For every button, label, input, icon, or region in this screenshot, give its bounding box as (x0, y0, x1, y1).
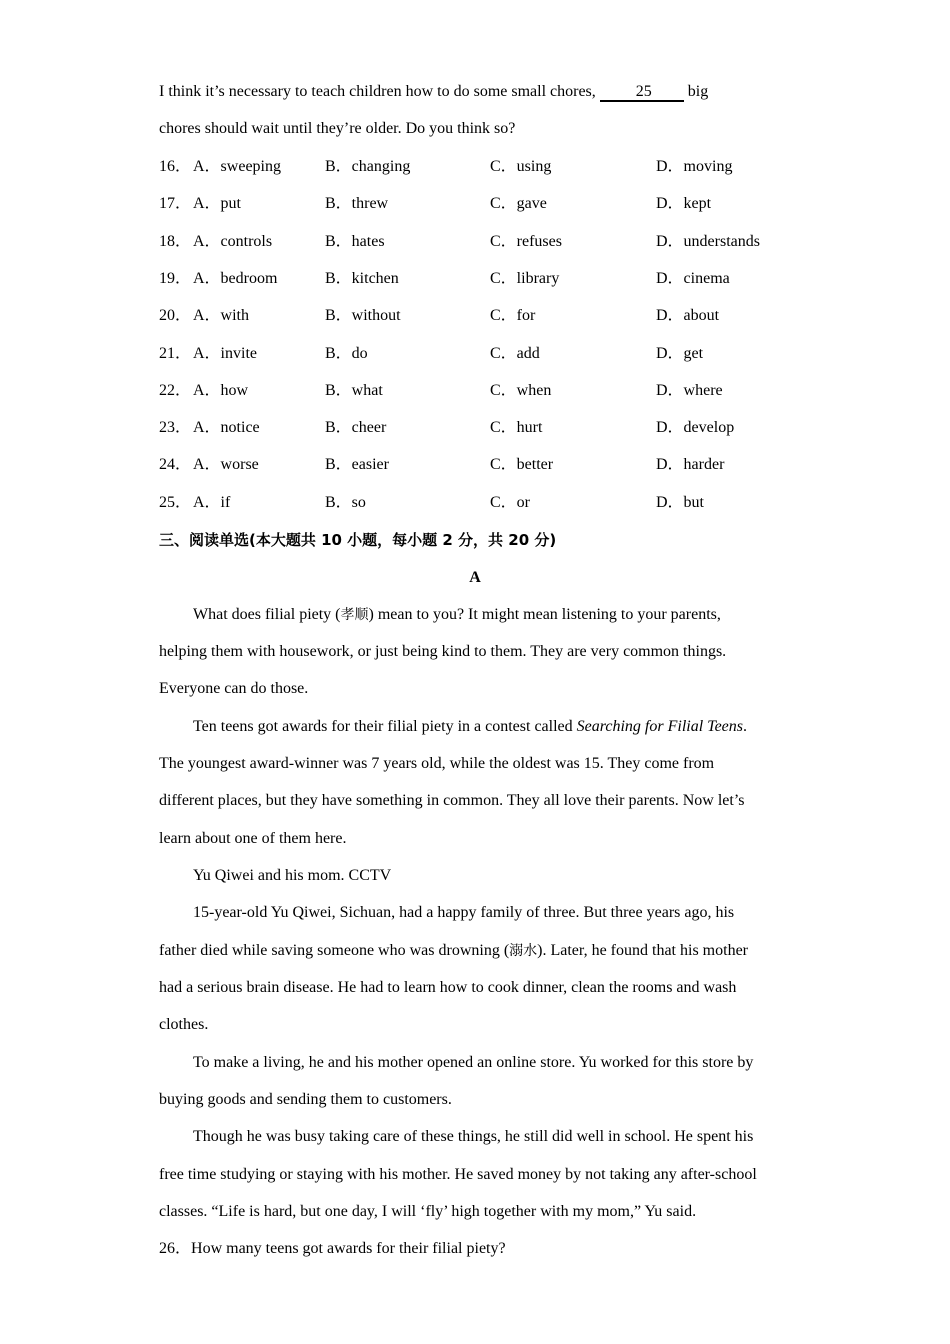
text: Ten teens got awards for their filial piety in a contest called (193, 718, 577, 735)
option-b: B．so (325, 494, 366, 511)
option-row (159, 157, 799, 177)
intro-text-after: big (683, 83, 709, 100)
passage-p3-line1: 15-year-old Yu Qiwei, Sichuan, had a happy family of three. But three years ago, his (193, 904, 735, 921)
option-a: A．controls (193, 233, 273, 250)
question-number: 24． (159, 456, 192, 473)
option-a: A．if (193, 494, 231, 511)
option-a: A．worse (193, 456, 259, 473)
passage-p2-line3: different places, but they have something in common. They all love their parents. Now let’s (159, 792, 745, 809)
option-row (159, 194, 799, 214)
option-d: D．harder (656, 456, 725, 473)
question-number: 20． (159, 307, 192, 324)
option-b: B．easier (325, 456, 389, 473)
option-b: B．kitchen (325, 270, 399, 287)
option-d: D．cinema (656, 270, 730, 287)
option-c: C．or (490, 494, 531, 511)
question-number: 17． (159, 195, 192, 212)
option-d: D．kept (656, 195, 712, 212)
option-row (159, 269, 799, 289)
passage-p2-line1 (193, 717, 747, 737)
option-b: B．what (325, 382, 383, 399)
option-a: A．with (193, 307, 250, 324)
option-b: B．without (325, 307, 401, 324)
chinese-gloss: 溺水 (509, 943, 538, 959)
option-b: B．changing (325, 158, 411, 175)
option-c: C．refuses (490, 233, 562, 250)
option-row (159, 418, 799, 438)
photo-caption: Yu Qiwei and his mom. CCTV (193, 867, 392, 884)
text: ) mean to you? It might mean listening to your parents, (368, 606, 721, 623)
answer-blank-25 (600, 82, 684, 102)
option-c: C．add (490, 345, 540, 362)
option-c: C．hurt (490, 419, 543, 436)
option-c: C．better (490, 456, 554, 473)
passage-p3-line3: had a serious brain disease. He had to learn how to cook dinner, clean the rooms and wash (159, 979, 737, 996)
question-number: 22． (159, 382, 192, 399)
option-d: D．understands (656, 233, 760, 250)
passage-label: A (469, 569, 481, 586)
passage-p2-line2: The youngest award-winner was 7 years old, while the oldest was 15. They come from (159, 755, 715, 772)
passage-p5-line1: Though he was busy taking care of these things, he still did well in school. He spent his (193, 1128, 754, 1145)
option-a: A．sweeping (193, 158, 281, 175)
option-b: B．hates (325, 233, 385, 250)
option-row (159, 344, 799, 364)
question-number: 26． (159, 1240, 192, 1257)
intro-line-1 (159, 82, 708, 102)
question-number: 18． (159, 233, 192, 250)
passage-p5-line3: classes. “Life is hard, but one day, I will ‘fly’ high together with my mom,” Yu said. (159, 1203, 697, 1220)
passage-p1-line1 (193, 605, 721, 625)
question-number: 23． (159, 419, 192, 436)
option-d: D．about (656, 307, 720, 324)
question-text: How many teens got awards for their filial piety? (191, 1240, 506, 1257)
option-row (159, 306, 799, 326)
option-a: A．put (193, 195, 242, 212)
option-d: D．but (656, 494, 705, 511)
option-row (159, 493, 799, 513)
option-a: A．invite (193, 345, 257, 362)
contest-name: Searching for Filial Teens (576, 718, 744, 735)
section-title: 三、阅读单选(本大题共 10 小题，每小题 2 分，共 20 分) (159, 531, 557, 549)
option-row (159, 381, 799, 401)
option-a: A．bedroom (193, 270, 278, 287)
option-d: D．moving (656, 158, 733, 175)
passage-p3-line4: clothes. (159, 1016, 209, 1033)
question-26 (159, 1239, 506, 1259)
passage-p4-line2: buying goods and sending them to customers. (159, 1091, 452, 1108)
question-number: 21． (159, 345, 192, 362)
text: ). Later, he found that his mother (537, 942, 748, 959)
option-b: B．do (325, 345, 368, 362)
passage-p5-line2: free time studying or staying with his mother. He saved money by not taking any after-school (159, 1166, 757, 1183)
blank-number: 25 (635, 83, 652, 100)
question-number: 25． (159, 494, 192, 511)
question-number: 16． (159, 158, 192, 175)
option-c: C．gave (490, 195, 547, 212)
passage-p1-line2: helping them with housework, or just being kind to them. They are very common things. (159, 643, 727, 660)
option-b: B．cheer (325, 419, 387, 436)
text: father died while saving someone who was drowning ( (159, 942, 510, 959)
option-c: C．library (490, 270, 560, 287)
option-row (159, 232, 799, 252)
option-c: C．when (490, 382, 552, 399)
option-d: D．where (656, 382, 723, 399)
option-c: C．using (490, 158, 552, 175)
passage-p1-line3: Everyone can do those. (159, 680, 309, 697)
option-a: A．notice (193, 419, 260, 436)
option-d: D．get (656, 345, 704, 362)
option-b: B．threw (325, 195, 389, 212)
option-d: D．develop (656, 419, 735, 436)
intro-line-2: chores should wait until they’re older. Do you think so? (159, 120, 516, 137)
text: What does filial piety ( (193, 606, 341, 623)
passage-p3-line2 (159, 941, 748, 961)
intro-text-before: I think it’s necessary to teach children how to do some small chores, (159, 83, 600, 100)
option-a: A．how (193, 382, 249, 399)
passage-p2-line4: learn about one of them here. (159, 830, 347, 847)
passage-p4-line1: To make a living, he and his mother opened an online store. Yu worked for this store by (193, 1054, 754, 1071)
chinese-gloss: 孝顺 (340, 607, 369, 623)
option-row (159, 455, 799, 475)
option-c: C．for (490, 307, 536, 324)
text: . (743, 718, 748, 735)
question-number: 19． (159, 270, 192, 287)
